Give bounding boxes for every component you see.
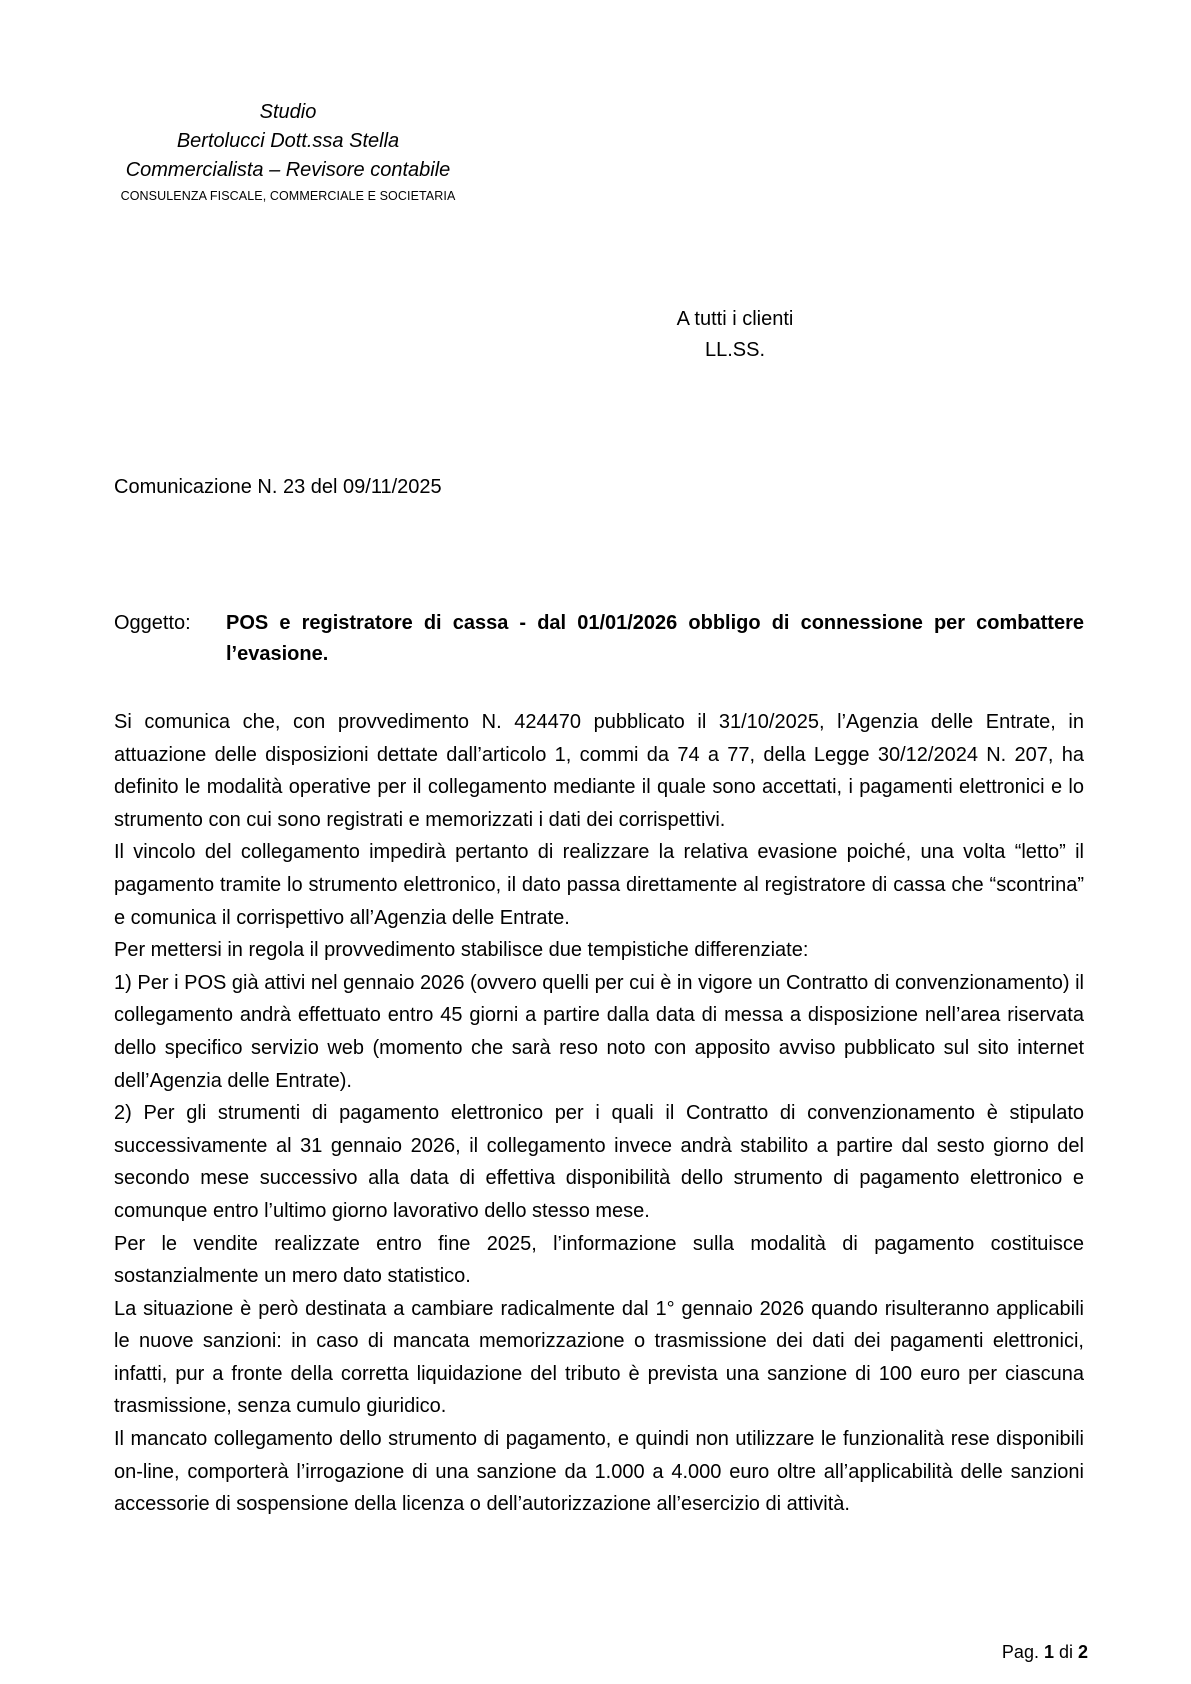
body-paragraph: Si comunica che, con provvedimento N. 424470 pubblicato il 31/10/2025, l’Agenzia delle Entrate, in attuazione delle disposizioni dettate dall’articolo 1, commi da 74 a 77, della Legge 30/12/2024 N. 207, ha definito le modalità operative per il collegamento mediante il quale sono accettati, i pagamenti elettronici e lo strumento con cui sono registrati e memorizzati i dati dei corrispettivi. — [114, 711, 1084, 831]
body-paragraph: 1) Per i POS già attivi nel gennaio 2026 (ovvero quelli per cui è in vigore un Contratto di convenzionamento) il collegamento andrà effettuato entro 45 giorni a partire dalla data di messa a disposizione nell’area riservata dello specifico servizio web (momento che sarà reso noto con apposito avviso pubblicato sul sito internet dell’Agenzia delle Entrate). — [114, 971, 1084, 1092]
recipient-block — [655, 304, 815, 366]
recipient-line-2: LL.SS. — [704, 339, 766, 361]
page-number-current: 1 — [1043, 1642, 1054, 1662]
letter-body — [114, 706, 1084, 1521]
page-number — [1002, 1641, 1088, 1663]
page-number-prefix: Pag. — [1001, 1642, 1044, 1662]
body-paragraph: Per mettersi in regola il provvedimento stabilisce due tempistiche differenziate: — [114, 939, 809, 962]
page-number-total: 2 — [1077, 1642, 1088, 1662]
subject-text: POS e registratore di cassa - dal 01/01/2026 obbligo di connessione per combattere l’evasione. — [226, 612, 1084, 665]
letterhead-services: CONSULENZA FISCALE, COMMERCIALE E SOCIETARIA — [120, 189, 456, 203]
subject-label: Oggetto: — [114, 612, 191, 634]
body-paragraph: 2) Per gli strumenti di pagamento elettronico per i quali il Contratto di convenzionamento è stipulato successivamente al 31 gennaio 2026, il collegamento invece andrà stabilito a partire dal sesto giorno del secondo mese successivo alla data di effettiva disponibilità dello strumento di pagamento elettronico e comunque entro l’ultimo giorno lavorativo dello stesso mese. — [114, 1102, 1084, 1222]
letterhead — [108, 98, 468, 205]
recipient-line-1: A tutti i clienti — [676, 308, 794, 330]
page-number-middle: di — [1053, 1642, 1078, 1662]
body-paragraph: Il vincolo del collegamento impedirà pertanto di realizzare la relativa evasione poiché, una volta “letto” il pagamento tramite lo strumento elettronico, il dato passa direttamente al registratore di cassa che “scontrina” e comunica il corrispettivo all’Agenzia delle Entrate. — [114, 841, 1084, 929]
letterhead-studio: Studio — [259, 101, 317, 123]
body-paragraph: La situazione è però destinata a cambiare radicalmente dal 1° gennaio 2026 quando risulteranno applicabili le nuove sanzioni: in caso di mancata memorizzazione o trasmissione dei dati dei pagamenti elettronici, infatti, pur a fronte della corretta liquidazione del tributo è prevista una sanzione di 100 euro per ciascuna trasmissione, senza cumulo giuridico. — [114, 1297, 1084, 1418]
subject-block — [114, 608, 1084, 670]
letterhead-title: Commercialista – Revisore contabile — [125, 159, 451, 181]
body-paragraph: Il mancato collegamento dello strumento di pagamento, e quindi non utilizzare le funzionalità rese disponibili on-line, comporterà l’irrogazione di una sanzione da 1.000 a 4.000 euro oltre all’applicabilità delle sanzioni accessorie di sospensione della licenza o dell’autorizzazione all’esercizio di attività. — [114, 1428, 1084, 1516]
communication-reference: Comunicazione N. 23 del 09/11/2025 — [114, 476, 442, 498]
letterhead-name: Bertolucci Dott.ssa Stella — [176, 130, 400, 152]
body-paragraph: Per le vendite realizzate entro fine 2025, l’informazione sulla modalità di pagamento costituisce sostanzialmente un mero dato statistico. — [114, 1232, 1084, 1288]
